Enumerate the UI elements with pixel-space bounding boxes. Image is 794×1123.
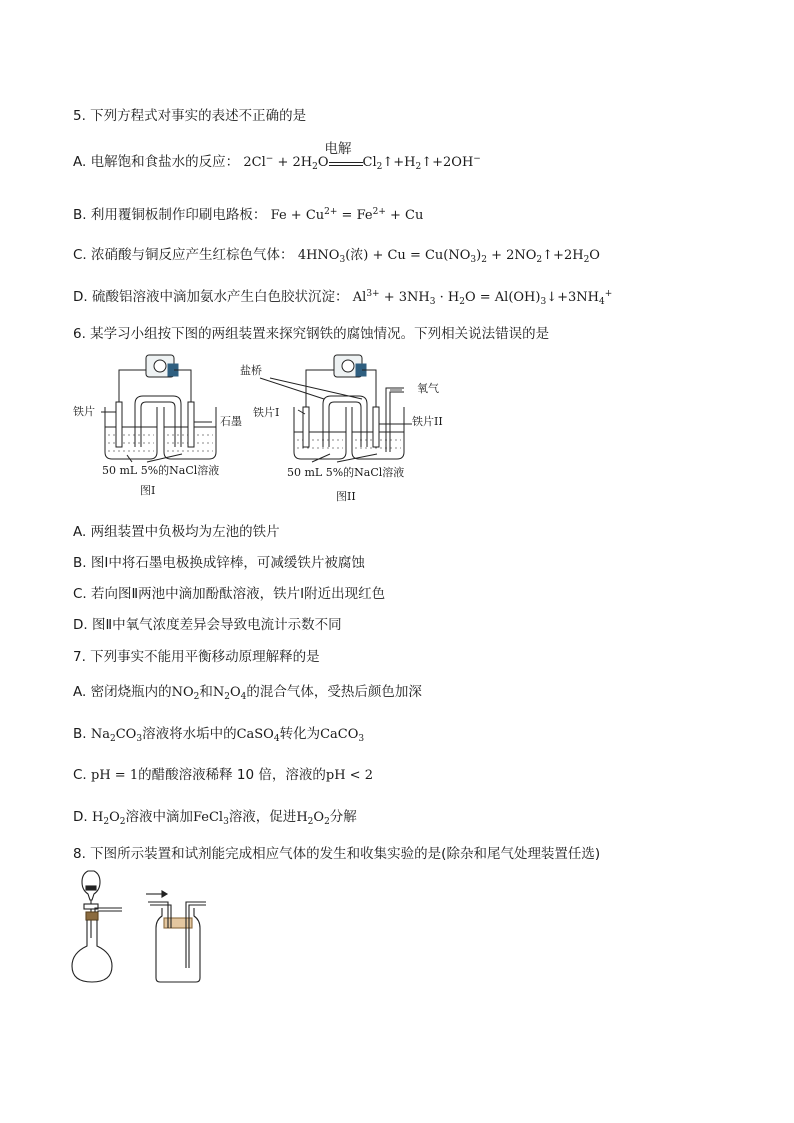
figure-1-caption: 图I <box>140 484 156 497</box>
q7-option-b-text-1: 溶液将水垢中的 <box>142 726 237 742</box>
q6-option-b: B. 图Ⅰ中将石墨电极换成锌棒，可减缓铁片被腐蚀 <box>73 555 365 571</box>
q7-option-a-text-2: 和 <box>199 684 213 700</box>
q5-option-d-equation: $Al^{3+} + 3NH_3 \cdot H_2O$ = $Al(OH)_3↓+3NH_4^+$ <box>352 289 613 307</box>
fecl3-formula: FeCl$_3$ <box>192 810 229 827</box>
figure-1-graphite-label: 石墨 <box>220 415 242 428</box>
caso4-formula: CaSO$_4$ <box>236 727 280 744</box>
no2-formula: $NO_2$ <box>171 685 200 702</box>
q5-option-a-text: 电解饱和食盐水的反应： <box>90 154 240 170</box>
q6-option-d: D. 图Ⅱ中氧气浓度差异会导致电流计示数不同 <box>73 617 342 633</box>
q8-stem: 8. 下图所示装置和试剂能完成相应气体的发生和收集实验的是(除杂和尾气处理装置任选) <box>73 846 601 862</box>
q6-option-c: C. 若向图Ⅱ两池中滴加酚酞溶液，铁片Ⅰ附近出现红色 <box>73 586 386 602</box>
figure-2-iron-ii-label: 铁片II <box>412 415 443 428</box>
oxygen-label: 氧气 <box>417 382 439 395</box>
q6-figure-corrosion-cells <box>72 352 443 507</box>
q5-option-a-equation: $2Cl^- + 2H_2O$ 电解 $Cl_2↑+H_2↑+2OH^-$ <box>243 155 480 170</box>
round-flask-icon <box>72 920 112 982</box>
q5-option-d-text: 硫酸铝溶液中滴加氨水产生白色胶状沉淀： <box>91 289 349 305</box>
ph-equals-1: pH = 1 <box>91 768 139 783</box>
figure-2-apparatus <box>260 355 412 462</box>
n2o4-formula: $N_2O_4$ <box>212 685 247 702</box>
q6-option-a: A. 两组装置中负极均为左池的铁片 <box>73 524 280 540</box>
q5-option-b-equation: $Fe + Cu^{2+} = Fe^{2+} + Cu$ <box>270 207 424 223</box>
q7-option-d-label: D. <box>73 809 88 825</box>
iron-electrode <box>116 402 122 447</box>
q7-option-c-text-1: 的醋酸溶液稀释 10 倍，溶液的 <box>138 767 326 783</box>
figure-2-caption: 图II <box>336 490 356 503</box>
q6-stem: 6. 某学习小组按下图的两组装置来探究钢铁的腐蚀情况。下列相关说法错误的是 <box>73 326 550 342</box>
q7-option-a <box>73 680 422 700</box>
na2co3-formula: $Na_2CO_3$ <box>90 727 143 744</box>
h2o2-formula-2: $H_2O_2$ <box>296 810 330 827</box>
oxygen-inlet-tube <box>386 388 404 452</box>
q8-figure-apparatus <box>70 868 210 988</box>
q5-option-c-text: 浓硝酸与铜反应产生红棕色气体： <box>91 247 294 263</box>
q7-option-a-text-1: 密闭烧瓶内的 <box>90 684 172 700</box>
figure-1-iron-label: 铁片 <box>73 405 95 418</box>
q7-option-b <box>73 722 364 742</box>
q5-option-c-equation: $4HNO_3$(浓) + $Cu = Cu(NO_3)_2$ + $2NO_2↑+2H_2O$ <box>297 248 600 265</box>
q5-stem: 5. 下列方程式对事实的表述不正确的是 <box>73 108 307 124</box>
q7-option-b-label: B. <box>73 726 87 742</box>
salt-bridge-label: 盐桥 <box>240 364 262 377</box>
q7-option-d <box>73 805 357 825</box>
q7-option-c-label: C. <box>73 767 87 783</box>
electrolysis-condition: 电解 <box>324 141 352 157</box>
h2o2-formula: $H_2O_2$ <box>91 810 126 827</box>
q7-option-d-text-2: 溶液，促进 <box>228 809 297 825</box>
q5-option-a-label: A. <box>73 154 87 170</box>
q5-option-d-label: D. <box>73 289 88 305</box>
figure-2-iron-i-label: 铁片I <box>253 406 280 419</box>
q7-option-d-text-3: 分解 <box>329 809 357 825</box>
figure-2-solution-label: 50 mL 5%的NaCl溶液 <box>287 466 405 479</box>
q7-option-c <box>73 763 373 783</box>
graphite-electrode <box>188 402 194 447</box>
q5-option-c <box>73 243 600 263</box>
q5-option-d <box>73 285 612 305</box>
figure-1-solution-label: 50 mL 5%的NaCl溶液 <box>102 464 220 477</box>
caco3-formula: CaCO$_3$ <box>320 727 365 744</box>
q5-option-a <box>73 141 481 172</box>
figure-1-apparatus <box>101 355 216 462</box>
q5-option-b-text: 利用覆铜板制作印刷电路板： <box>90 207 267 223</box>
q7-stem: 7. 下列事实不能用平衡移动原理解释的是 <box>73 649 320 665</box>
q7-option-d-text-1: 溶液中滴加 <box>125 809 193 825</box>
q5-option-b-label: B. <box>73 207 87 223</box>
q5-option-b <box>73 203 423 223</box>
ph-less-than-2: pH < 2 <box>325 768 373 783</box>
q7-option-a-label: A. <box>73 684 87 700</box>
q7-option-b-text-2: 转化为 <box>279 726 321 742</box>
iron-electrode-2 <box>373 407 379 447</box>
q5-option-c-label: C. <box>73 247 87 263</box>
q7-option-a-text-3: 的混合气体，受热后颜色加深 <box>246 684 422 700</box>
